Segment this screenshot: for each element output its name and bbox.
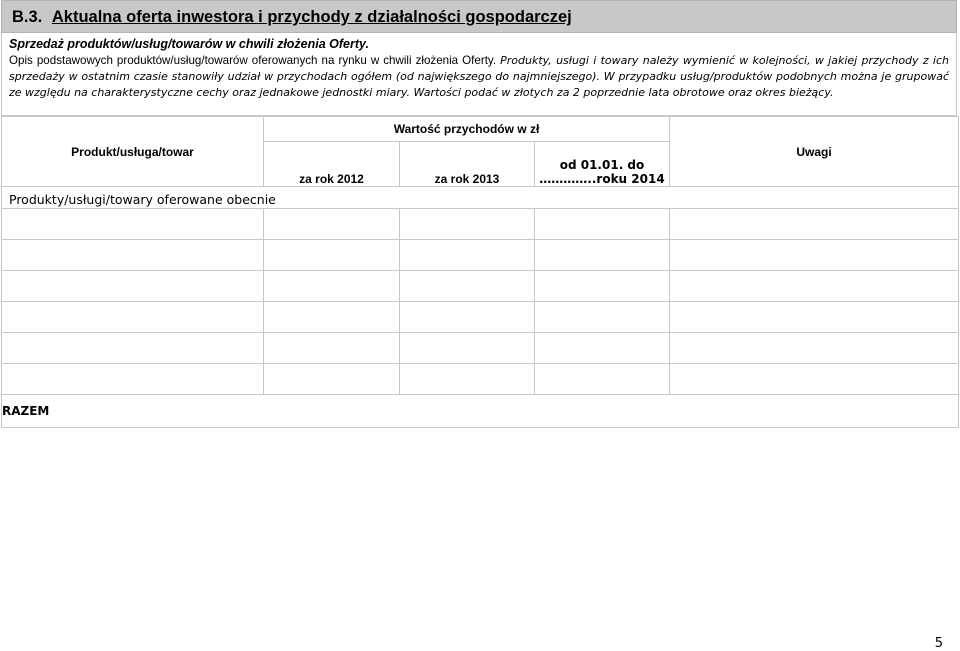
header-product: Produkt/usługa/towar <box>2 117 264 187</box>
cell-notes[interactable] <box>670 240 959 271</box>
header-year-2013: za rok 2013 <box>400 142 535 187</box>
cell-notes[interactable] <box>670 302 959 333</box>
cell-2014[interactable] <box>535 364 670 395</box>
cell-2013[interactable] <box>400 302 535 333</box>
cell-2012[interactable] <box>264 271 400 302</box>
cell-product[interactable] <box>2 302 264 333</box>
cell-2012[interactable] <box>264 240 400 271</box>
intro-description <box>9 53 949 101</box>
cell-notes[interactable] <box>670 364 959 395</box>
section-header <box>1 0 957 33</box>
total-row <box>2 395 959 428</box>
cell-product[interactable] <box>2 333 264 364</box>
header-current-period <box>535 142 670 187</box>
cell-2014[interactable] <box>535 240 670 271</box>
cell-2014[interactable] <box>535 209 670 240</box>
cell-notes[interactable] <box>670 209 959 240</box>
cell-notes[interactable] <box>670 333 959 364</box>
page-number: 5 <box>934 636 943 651</box>
cell-2013[interactable] <box>400 364 535 395</box>
cell-product[interactable] <box>2 240 264 271</box>
header-notes: Uwagi <box>670 117 959 187</box>
cell-2013[interactable] <box>400 333 535 364</box>
header-revenue-value: Wartość przychodów w zł <box>264 117 670 142</box>
intro-lead: Sprzedaż produktów/usług/towarów w chwili złożenia Oferty. <box>9 37 369 51</box>
cell-2014[interactable] <box>535 333 670 364</box>
table-row <box>2 302 959 333</box>
intro-desc-italic: Produkty, usługi i towary należy wymienić w kolejności, w jakiej przychody z ich sprzedaży w ostatnim czasie stanowiły udział w przychodach ogółem (od największego do najmniejszego). W przypadku usług/produktów podobnych można je grupować ze względu na charakterystyczne cechy oraz jednakowe jednostki miary. Wartości podać w złotych za 2 poprzednie lata obrotowe oraz okres bieżący. <box>9 54 949 99</box>
cell-2014[interactable] <box>535 271 670 302</box>
section-label-current-offer: Produkty/usługi/towary oferowane obecnie <box>2 187 959 209</box>
cell-product[interactable] <box>2 271 264 302</box>
cell-2013[interactable] <box>400 271 535 302</box>
period-line-2: …………..roku 2014 <box>539 172 665 186</box>
table-row <box>2 333 959 364</box>
total-label: RAZEM <box>2 395 959 428</box>
cell-2013[interactable] <box>400 240 535 271</box>
table-row <box>2 240 959 271</box>
cell-2013[interactable] <box>400 209 535 240</box>
table-row <box>2 364 959 395</box>
intro-desc-plain: Opis podstawowych produktów/usług/towarów oferowanych na rynku w chwili złożenia Oferty. <box>9 54 497 67</box>
section-number: B.3. <box>12 8 43 26</box>
header-year-2012: za rok 2012 <box>264 142 400 187</box>
table-row <box>2 271 959 302</box>
cell-2014[interactable] <box>535 302 670 333</box>
period-line-1: od 01.01. do <box>559 158 645 172</box>
cell-2012[interactable] <box>264 364 400 395</box>
cell-product[interactable] <box>2 209 264 240</box>
cell-product[interactable] <box>2 364 264 395</box>
revenue-table <box>1 116 959 428</box>
section-title: Aktualna oferta inwestora i przychody z działalności gospodarczej <box>51 8 572 26</box>
intro-box <box>1 33 957 116</box>
table-row <box>2 209 959 240</box>
cell-2012[interactable] <box>264 333 400 364</box>
cell-2012[interactable] <box>264 302 400 333</box>
cell-2012[interactable] <box>264 209 400 240</box>
cell-notes[interactable] <box>670 271 959 302</box>
